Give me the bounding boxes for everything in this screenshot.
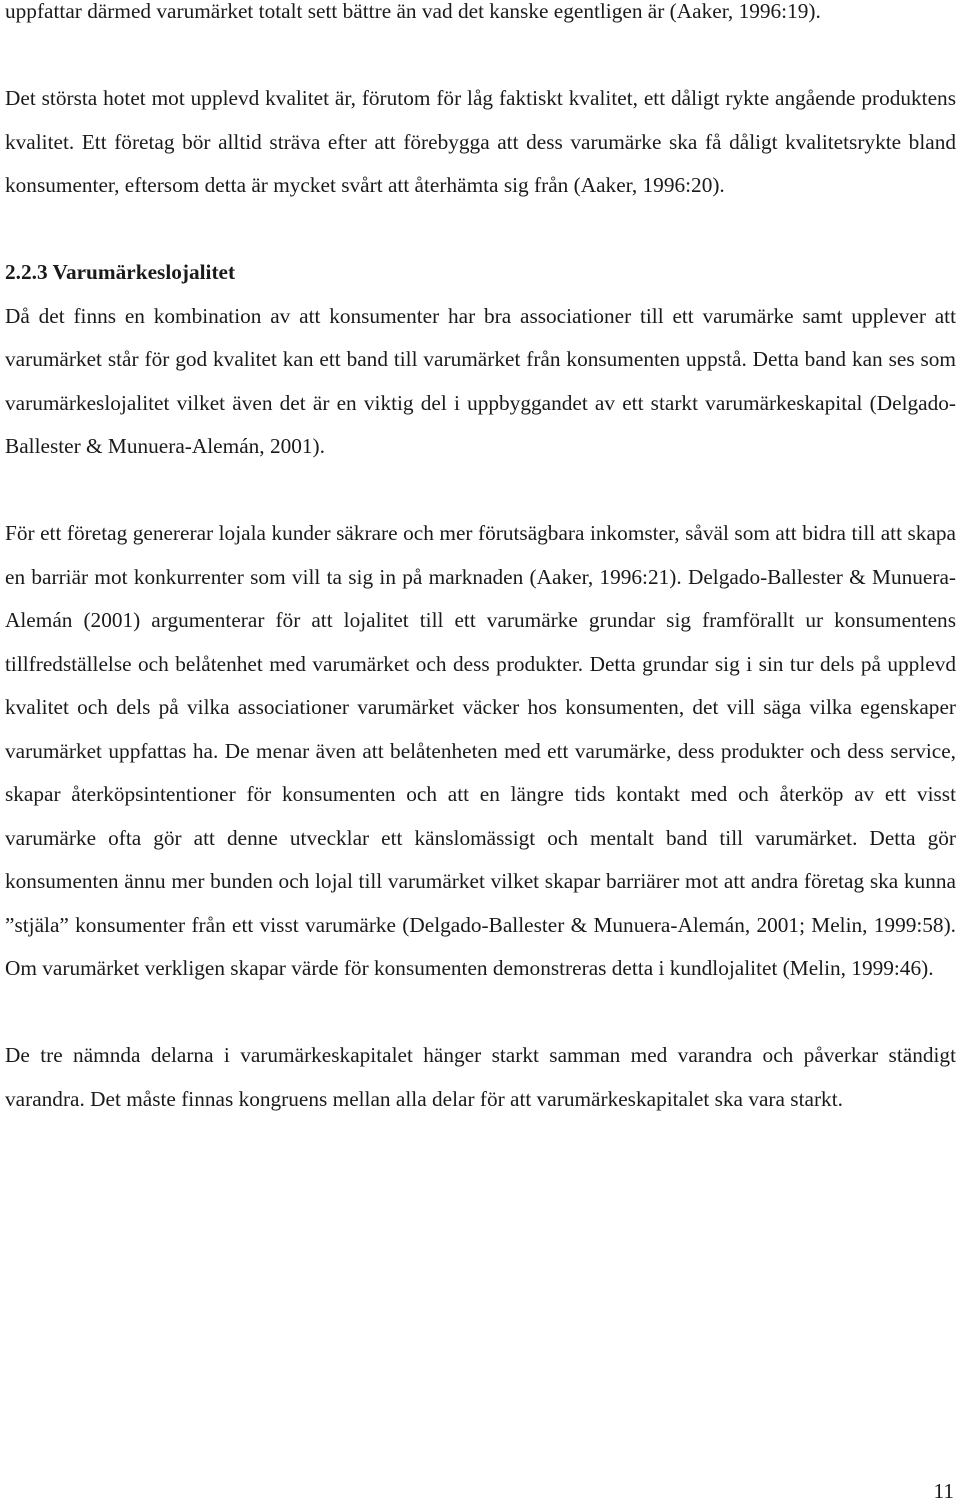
section-heading: 2.2.3 Varumärkeslojalitet bbox=[5, 260, 236, 284]
paragraph-loyal-customers: För ett företag genererar lojala kunder säkrare och mer förutsägbara inkomster, såväl som att bidra till att skapa en barriär mot konkurrenter som vill ta sig in på marknaden (Aaker, 1996:21). Delgado-Ballester & Munuera-Alemán (2001) argumenterar för att lojalitet till ett varumärke grundar sig framförallt ur konsumentens tillfredställelse och belåtenhet med varumärket och dess produkter. Detta grundar sig i sin tur dels på upplevd kvalitet och dels på vilka associationer varumärket väcker hos konsumenten, det vill säga vilka egenskaper varumärket uppfattas ha. De menar även att belåtenheten med ett varumärke, dess produkter och dess service, skapar återköpsintentioner för konsumenten och att en längre tids kontakt med och återköp av ett visst varumärke ofta gör att denne utvecklar ett känslomässigt och mentalt band till varumärket. Detta gör konsumenten ännu mer bunden och lojal till varumärket vilket skapar barriärer mot att andra företag ska kunna ”stjäla” konsumenter från ett visst varumärke (Delgado-Ballester & Munuera-Alemán, 2001; Melin, 1999:58). Om varumärket verkligen skapar värde för konsumenten demonstreras detta i kundlojalitet (Melin, 1999:46). bbox=[5, 521, 956, 980]
paragraph-brand-equity-summary: De tre nämnda delarna i varumärkeskapitalet hänger starkt samman med varandra och påverkar ständigt varandra. Det måste finnas kongruens mellan alla delar för att varumärkeskapitalet ska vara starkt. bbox=[5, 1043, 956, 1111]
paragraph-brand-loyalty-intro: Då det finns en kombination av att konsumenter har bra associationer till ett varumärke samt upplever att varumärket står för god kvalitet kan ett band till varumärket från konsumenten uppstå. Detta band kan ses som varumärkeslojalitet vilket även det är en viktig del i uppbyggandet av ett starkt varumärkeskapital (Delgado-Ballester & Munuera-Alemán, 2001). bbox=[5, 303, 956, 458]
page-number: 11 bbox=[933, 1479, 954, 1503]
paragraph-continuation: uppfattar därmed varumärket totalt sett bättre än vad det kanske egentligen är (Aaker, 1996:19). bbox=[5, 0, 821, 23]
paragraph-quality-threat: Det största hotet mot upplevd kvalitet är, förutom för låg faktiskt kvalitet, ett dåligt rykte angående produktens kvalitet. Ett företag bör alltid sträva efter att förebygga att dess varumärke ska få dåligt kvalitetsrykte bland konsumenter, eftersom detta är mycket svårt att återhämta sig från (Aaker, 1996:20). bbox=[5, 86, 956, 197]
